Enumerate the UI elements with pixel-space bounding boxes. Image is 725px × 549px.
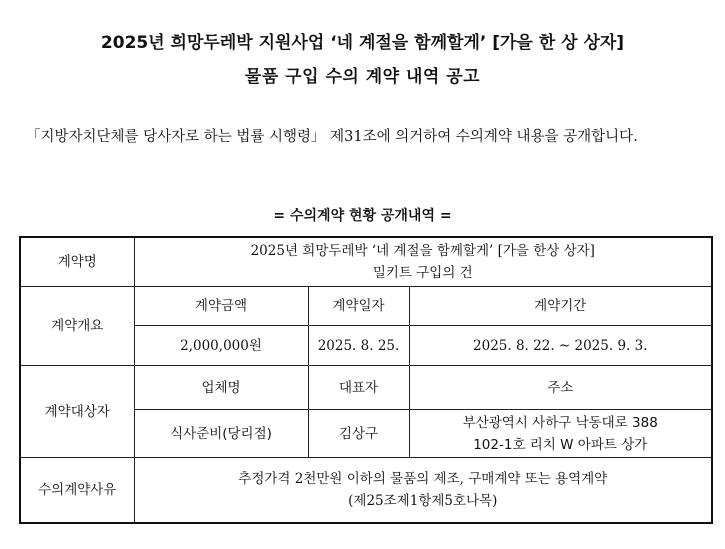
table-row (20, 366, 712, 410)
page-subtitle: 물품 구입 수의 계약 내역 공고 (244, 67, 481, 87)
address-line2: 102-1호 리치 W 아파트 상가 (473, 436, 648, 453)
contract-name-line2: 밀키트 구입의 건 (372, 264, 473, 281)
reason-cell (134, 458, 712, 523)
address-cell (409, 410, 712, 458)
party-label: 계약대상자 (20, 366, 134, 458)
rep-header: 대표자 (308, 366, 409, 410)
contract-name-cell (134, 237, 712, 286)
date-header: 계약일자 (308, 286, 409, 326)
section-heading: = 수의계약 현황 공개내역 = (273, 208, 452, 224)
overview-label: 계약개요 (20, 286, 134, 366)
address-line1: 부산광역시 사하구 낙동대로 388 (462, 414, 658, 431)
contract-table (19, 236, 713, 524)
company-value: 식사준비(당리점) (134, 410, 308, 458)
contract-name-label: 계약명 (20, 237, 134, 286)
amount-header: 계약금액 (134, 286, 308, 326)
reason-line2: (제25조제1항제5호나목) (348, 493, 498, 510)
page-title: 2025년 희망두레박 지원사업 ‘네 계절을 함께할게’ [가을 한 상 상자] (100, 33, 625, 53)
table-row (20, 286, 712, 326)
period-header: 계약기간 (409, 286, 712, 326)
period-value: 2025. 8. 22. ~ 2025. 9. 3. (409, 326, 712, 366)
contract-name-line1: 2025년 희망두레박 ‘네 계절을 함께할게’ [가을 한상 상자] (250, 242, 595, 259)
amount-value: 2,000,000원 (134, 326, 308, 366)
reason-label: 수의계약사유 (20, 458, 134, 523)
company-header: 업체명 (134, 366, 308, 410)
table-row (20, 458, 712, 523)
intro-paragraph: 「지방자치단체를 당사자로 하는 법률 시행령」 제31조에 의거하여 수의계약 내용을 공개합니다. (26, 129, 638, 145)
table-row (20, 237, 712, 286)
date-value: 2025. 8. 25. (308, 326, 409, 366)
rep-value: 김상구 (308, 410, 409, 458)
reason-line1: 추정가격 2천만원 이하의 물품의 제조, 구매계약 또는 용역계약 (238, 471, 608, 488)
address-header: 주소 (409, 366, 712, 410)
